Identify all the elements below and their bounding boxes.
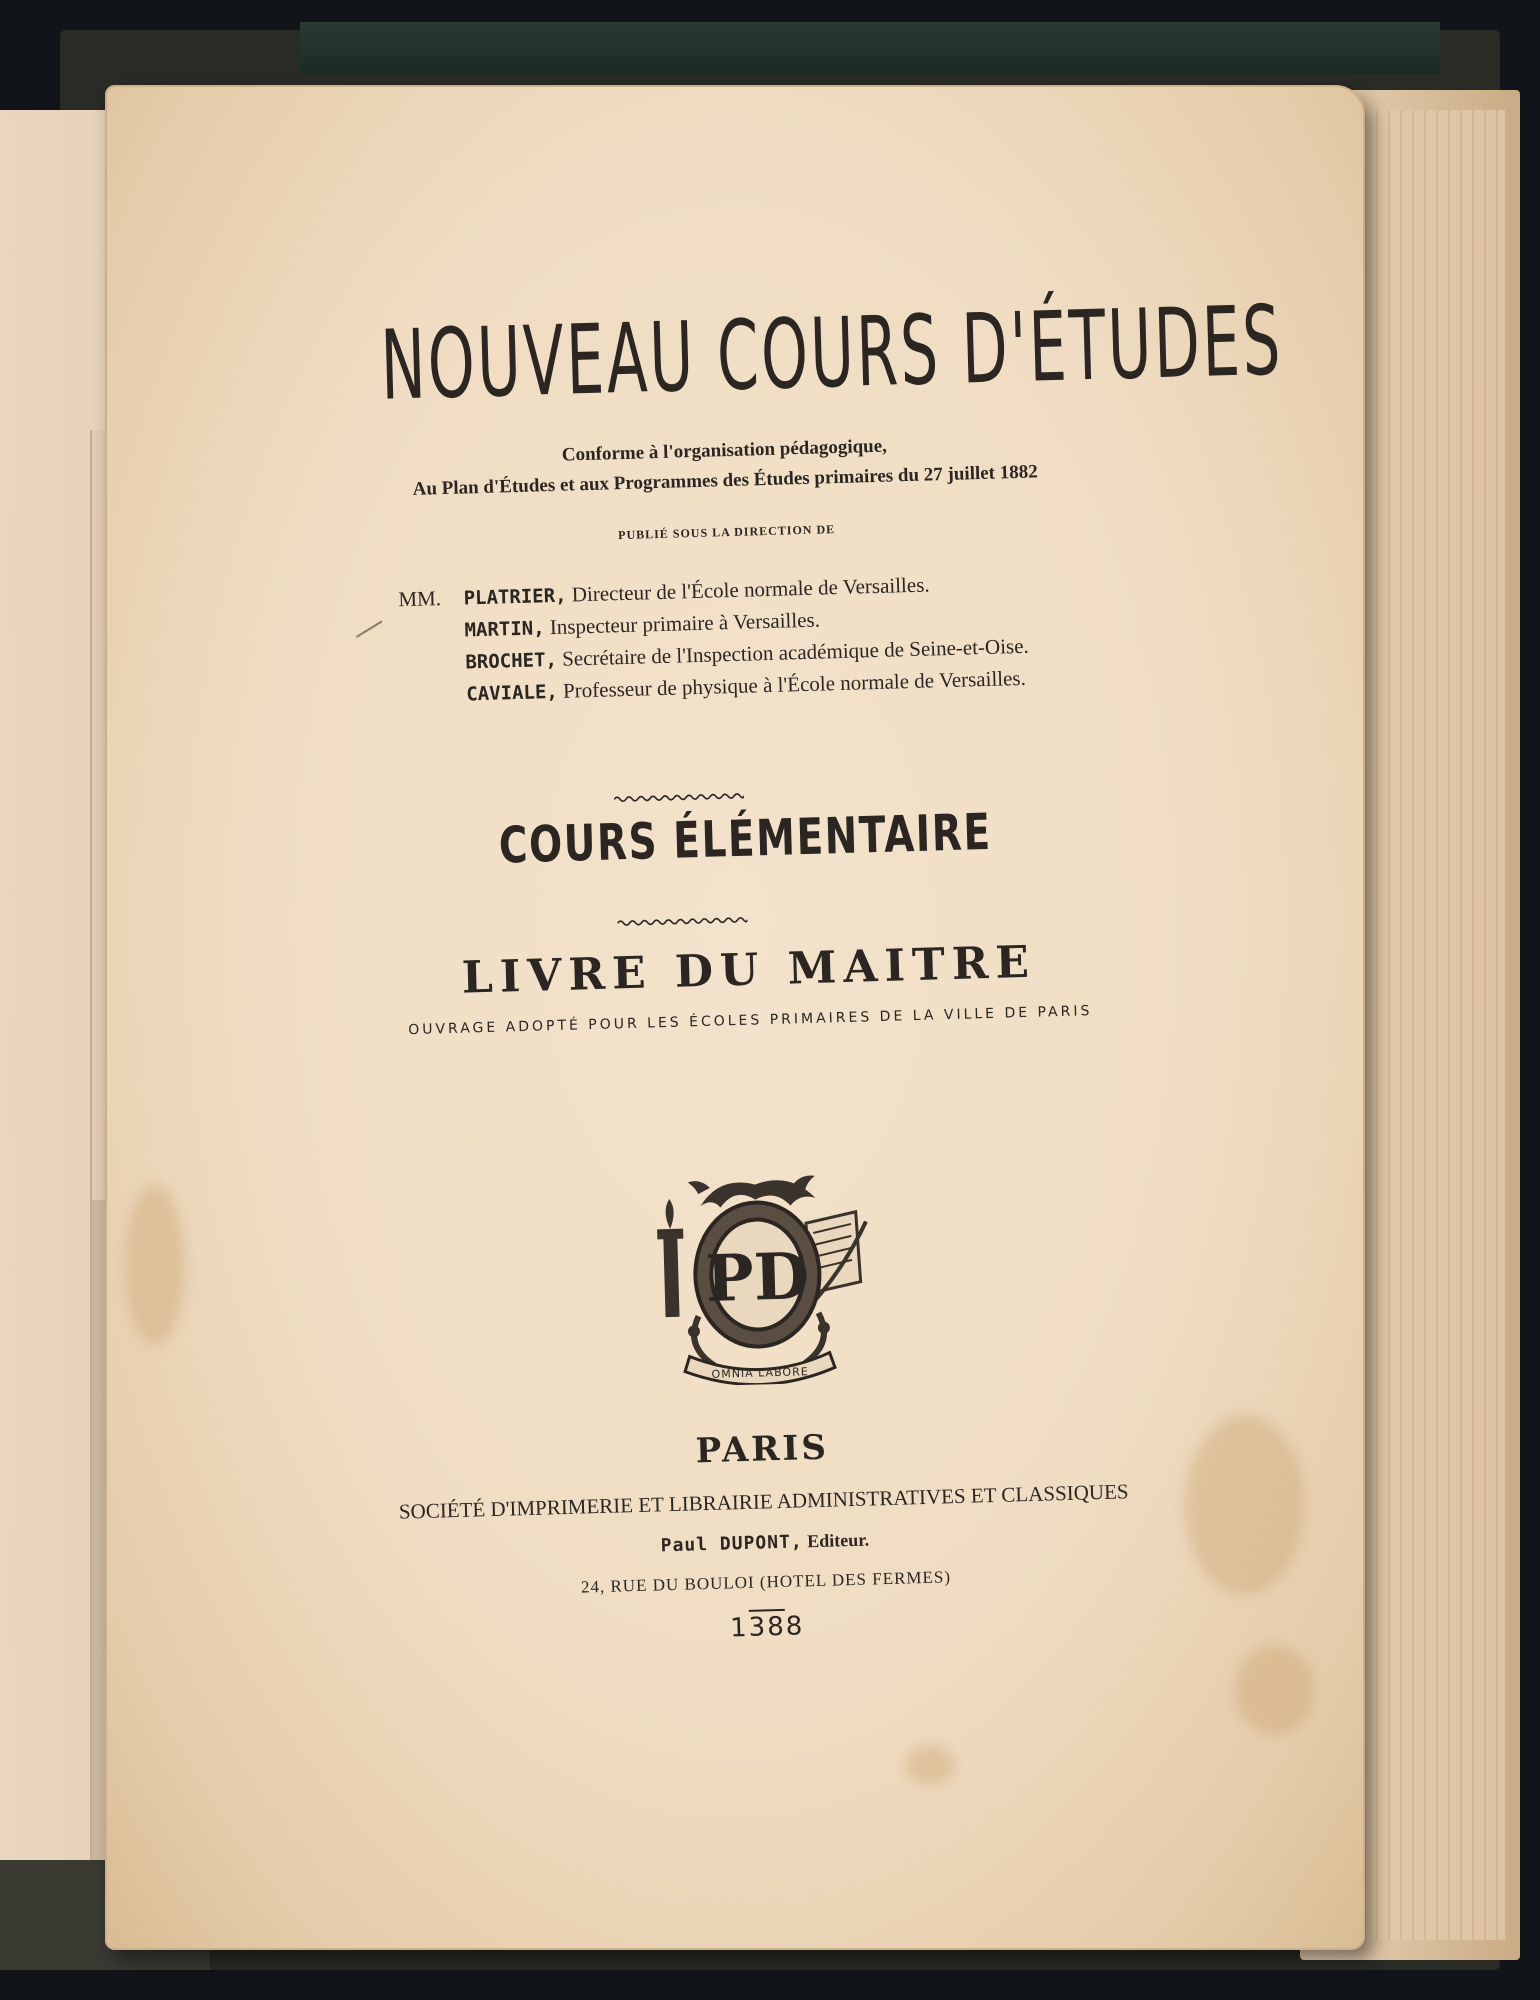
author-role: Directeur de l'École normale de Versailles.	[571, 572, 930, 607]
author-name: MARTIN,	[464, 617, 545, 642]
publisher-name: SOCIÉTÉ D'IMPRIMERIE ET LIBRAIRIE ADMINISTRATIVES ET CLASSIQUES	[398, 1479, 1129, 1524]
cover-top-edge	[300, 22, 1440, 74]
publisher-address: 24, RUE DU BOULOI (HOTEL DES FERMES)	[580, 1567, 952, 1597]
authors-list	[398, 562, 1201, 712]
author-role: Secrétaire de l'Inspection académique de Seine-et-Oise.	[561, 633, 1030, 671]
editor-role: Editeur.	[806, 1529, 870, 1552]
pencil-mark	[356, 620, 383, 637]
author-name: CAVIALE,	[466, 680, 559, 706]
author-name: PLATRIER,	[463, 584, 567, 610]
title-page-content	[105, 85, 1365, 1950]
ornamental-squiggle-divider	[617, 915, 747, 929]
adoption-line: OUVRAGE ADOPTÉ POUR LES ÉCOLES PRIMAIRES DE LA VILLE DE PARIS	[408, 1003, 1093, 1039]
subtitle-line-1: Conforme à l'organisation pédagogique,	[561, 435, 888, 466]
ornamental-squiggle-divider	[614, 791, 744, 805]
author-name: BROCHET,	[465, 648, 558, 674]
title-page	[105, 85, 1365, 1950]
publication-city: PARIS	[695, 1427, 830, 1472]
emblem-monogram: PD	[704, 1239, 811, 1317]
editor-name: Paul DUPONT,	[660, 1531, 804, 1557]
authors-prefix: MM.	[398, 586, 442, 612]
author-role: Professeur de physique à l'École normale de Versailles.	[562, 665, 1027, 703]
editor-line	[305, 1520, 1225, 1567]
main-title: NOUVEAU COURS D'ÉTUDES	[379, 284, 1285, 422]
publication-year: 1388	[729, 1611, 805, 1644]
emblem-motto: OMNIA LABORE	[711, 1365, 809, 1381]
publisher-emblem-icon	[639, 1161, 875, 1387]
subtitle-line-2: Au Plan d'Études et aux Programmes des Études primaires du 27 juillet 1882	[412, 461, 1039, 500]
author-role: Inspecteur primaire à Versailles.	[549, 607, 821, 640]
published-under-line: PUBLIÉ SOUS LA DIRECTION DE	[617, 522, 836, 543]
book-title: LIVRE DU MAITRE	[461, 936, 1037, 1004]
section-title: COURS ÉLÉMENTAIRE	[498, 802, 993, 875]
